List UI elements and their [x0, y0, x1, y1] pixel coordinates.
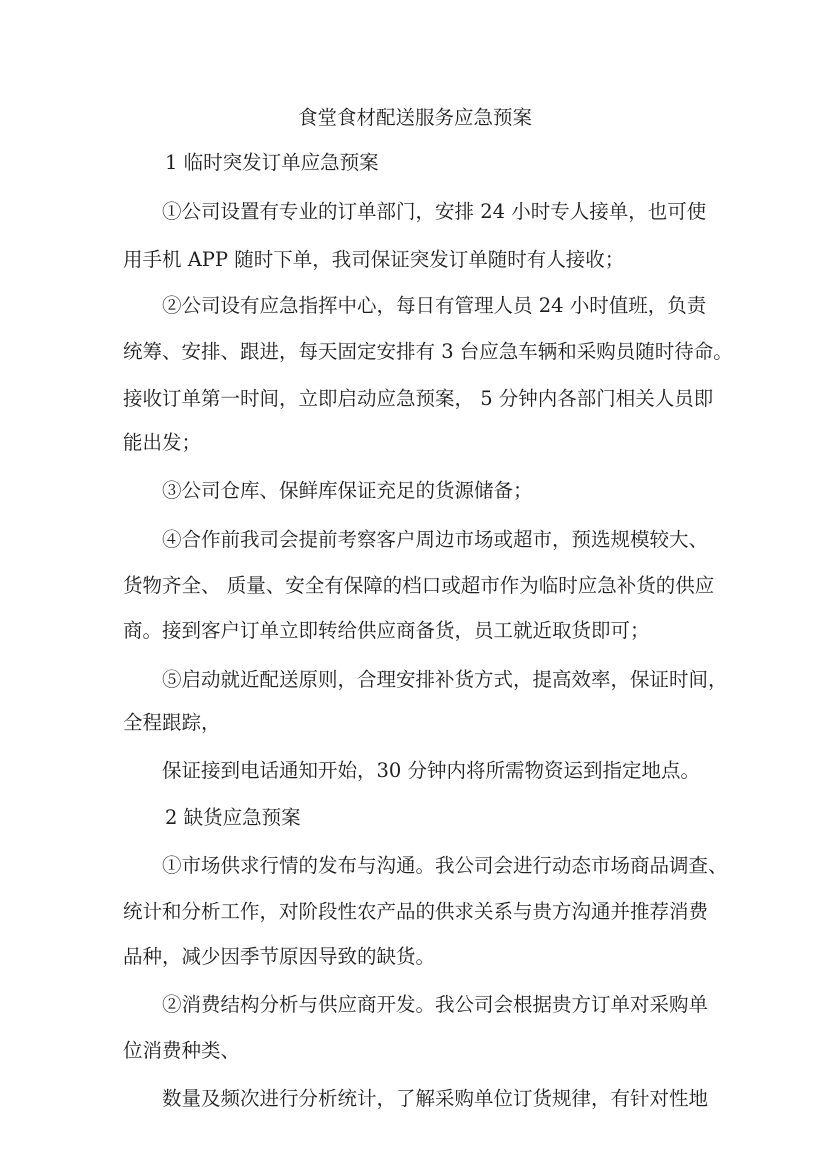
section-heading-2: 2 缺货应急预案	[165, 806, 301, 829]
paragraph-line: ①市场供求行情的发布与沟通。我公司会进行动态市场商品调查、	[162, 854, 728, 877]
section-heading-1: 1 临时突发订单应急预案	[165, 151, 379, 174]
paragraph-line: 货物齐全、 质量、安全有保障的档口或超市作为临时应急补货的供应	[123, 574, 715, 597]
paragraph-line: 保证接到电话通知开始，30 分钟内将所需物资运到指定地点。	[162, 759, 701, 782]
paragraph-line: 统筹、安排、跟进，每天固定安排有 3 台应急车辆和采购员随时待命。	[123, 340, 733, 363]
paragraph-line: ②公司设有应急指挥中心，每日有管理人员 24 小时值班，负责	[162, 294, 707, 317]
paragraph-line: 统计和分析工作，对阶段性农产品的供求关系与贵方沟通并推荐消费	[123, 900, 709, 923]
document-title: 食堂食材配送服务应急预案	[297, 106, 532, 129]
paragraph-line: 商。接到客户订单立即转给供应商备货，员工就近取货即可；	[123, 619, 650, 642]
paragraph-line: 位消费种类、	[123, 1039, 241, 1062]
paragraph-line: 接收订单第一时间，立即启动应急预案， 5 分钟内各部门相关人员即	[123, 387, 714, 410]
paragraph-line: ⑤启动就近配送原则，合理安排补货方式，提高效率，保证时间，	[162, 668, 728, 691]
paragraph-line: ②消费结构分析与供应商开发。我公司会根据贵方订单对采购单	[162, 993, 709, 1016]
paragraph-line: ④合作前我司会提前考察客户周边市场或超市，预选规模较大、	[162, 528, 709, 551]
paragraph-line: ①公司设置有专业的订单部门，安排 24 小时专人接单，也可使	[162, 200, 707, 223]
paragraph-line: 数量及频次进行分析统计，了解采购单位订货规律，有针对性地	[162, 1087, 709, 1110]
paragraph-line: ③公司仓库、保鲜库保证充足的货源储备；	[162, 479, 533, 502]
paragraph-line: 用手机 APP 随时下单，我司保证突发订单随时有人接收；	[123, 248, 625, 271]
paragraph-line: 全程跟踪，	[123, 711, 221, 734]
paragraph-line: 品种，减少因季节原因导致的缺货。	[123, 945, 436, 968]
paragraph-line: 能出发；	[123, 431, 202, 454]
